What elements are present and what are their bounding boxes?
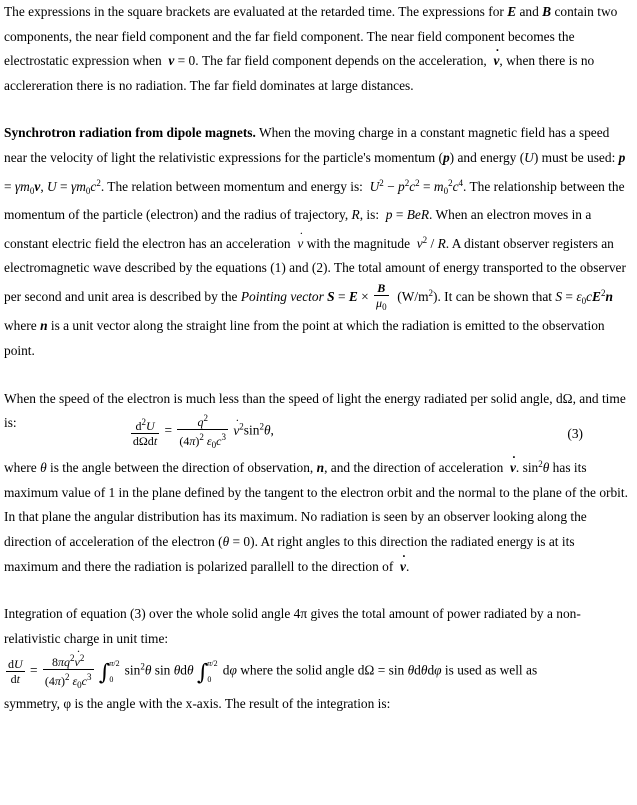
paragraph-integration bbox=[4, 602, 631, 651]
text-integration-intro: Integration of equation (3) over the whole solid angle 4π gives the total amount of power radiated by a non-relativistic charge in unit time: bbox=[4, 606, 581, 646]
paragraph-synchrotron: Synchrotron radiation from dipole magnets. When the moving charge in a constant magnetic field has a speed near the velocity of light the relativistic expressions for the particle's momentum (p) and energy (U) must be used: $p = \gamma m_0\nu$, $U = \gamma m_0c^2$. The relation between momentum and energy is: $U^2 - p^2c^2 = m_0^2c^4$. The relationship between the momentum of the particle (electron) and the radius of trajectory, R, is: p = BeR. When an electron moves in a constant electric field the electron has an acceleration ν ˙ with the magnitude $\nu^2$ / R. A distant observer registers an electromagnetic wave described by the equations (1) and (2). The total amount of energy transported to the observer per second and unit area is described by the Pointing vector S = E × $\frac{B}{\mu_0}$ $(W/m^2)$. It can be shown that $S = \varepsilon_0cE^2n$ where n is a unit vector along the straight line from the point at which the radiation is emitted to the observation point. bbox=[4, 121, 631, 363]
equation-3: $\frac{d^2U}{\text{dΩdt}}$ = $\frac{q^2}{(4\pi)^2 \varepsilon_0c^3}$ ν $˙^2\sin^2\theta$, (3) bbox=[4, 411, 631, 452]
paragraph-angle: where θ is the angle between the direction of observation, n, and the direction of acceleration ν ˙. $\sin^2\theta$ has its maximum value of 1 in the plane defined by the tangent to the electron orbit and the normal to the plane of the orbit. In that plane the angular distribution has its maximum. No radiation is seen by an observer looking along the direction of acceleration of the electron (θ = 0). At right angles to this direction the radiated energy is at its maximum and there the radiation is polarized parallell to the direction of ν ˙. bbox=[4, 452, 631, 579]
paragraph-result bbox=[4, 692, 631, 717]
section-heading: Synchrotron radiation from dipole magnets. bbox=[4, 125, 256, 141]
equation-number: (3) bbox=[567, 426, 583, 442]
equation-power: $\frac{dU}{dt}$ = $\frac{8\pi q^2\nu ˙^2}{(4\pi)^2 \varepsilon_0c^3}$ ∫ π/2 0 $\sin^2\theta$ sin θdθ ∫ π/2 0 dφ where the solid angle dΩ = sin θdθdφ is used as well as bbox=[4, 651, 631, 692]
paragraph-retarded-time: The expressions in the square brackets are evaluated at the retarded time. The expressions for E and B contain two components, the near field component and the far field component. The near field component becomes the electrostatic expression when ν = 0. The far field component depends on the acceleration, ν ˙, when there is no acclereration there is no radiation. The far field dominates at large distances. bbox=[4, 0, 631, 98]
text-intro: When the speed of the electron is much less than the speed of light the energy radiated per solid angle, dΩ, and time is: bbox=[4, 390, 626, 431]
text-result: symmetry, φ is the angle with the x-axis. The result of the integration is: bbox=[4, 696, 391, 712]
